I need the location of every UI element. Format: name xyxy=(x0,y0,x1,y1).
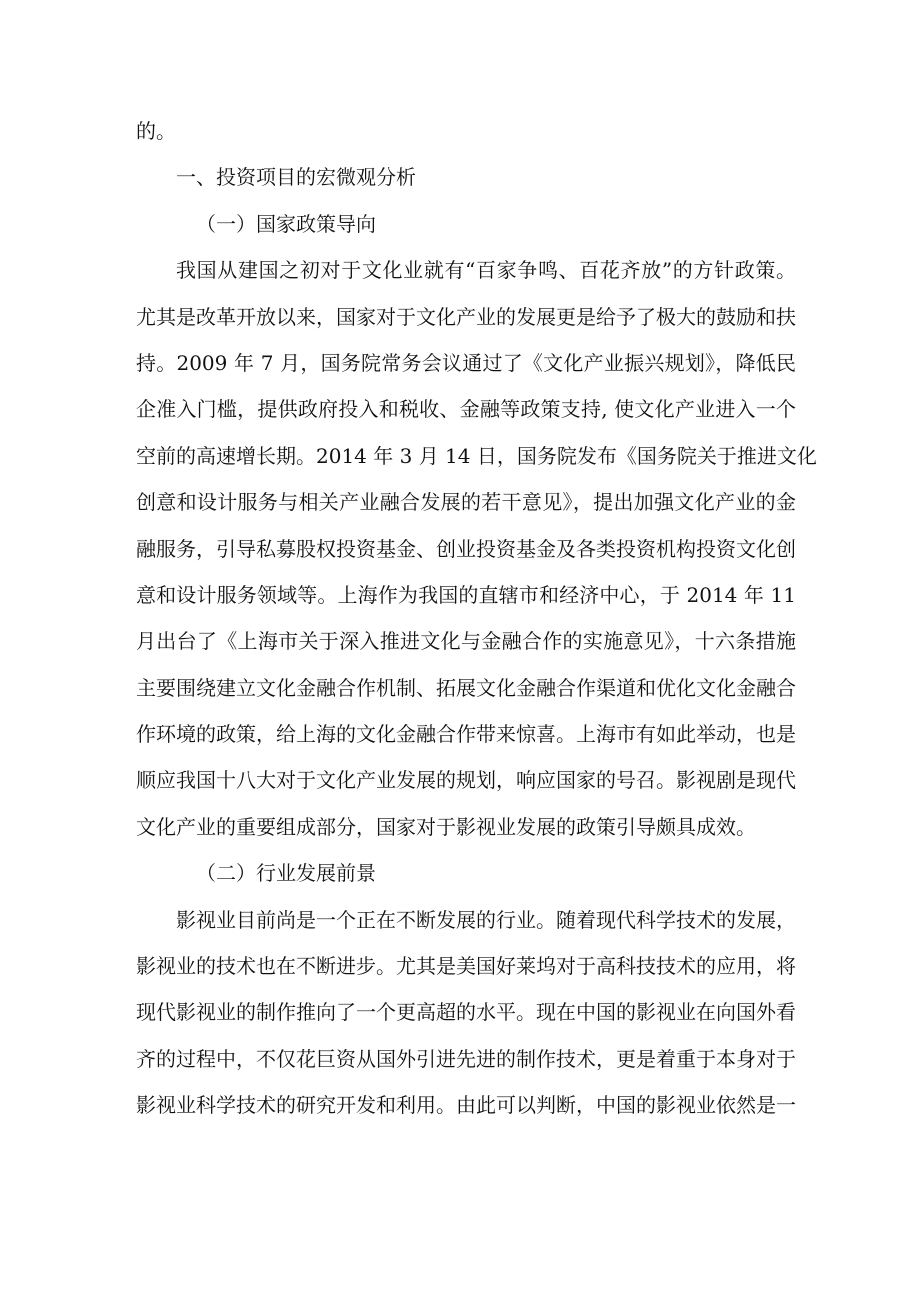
paragraph-line: 创意和设计服务与相关产业融合发展的若干意见》，提出加强文化产业的金 xyxy=(136,490,796,515)
paragraph-line: 空前的高速增长期。2014 年 3 月 14 日，国务院发布《国务院关于推进文化 xyxy=(136,443,817,468)
paragraph-line: 持。2009 年 7 月，国务院常务会议通过了《文化产业振兴规划》，降低民 xyxy=(136,350,796,375)
paragraph-line: 作环境的政策，给上海的文化金融合作带来惊喜。上海市有如此举动，也是 xyxy=(136,722,796,747)
subsection-heading-policy: （一）国家政策导向 xyxy=(196,211,376,236)
paragraph-line: 现代影视业的制作推向了一个更高超的水平。现在中国的影视业在向国外看 xyxy=(136,1000,796,1025)
text-line-continuation: 的。 xyxy=(136,119,176,143)
paragraph-line: 影视业的技术也在不断进步。尤其是美国好莱坞对于高科技技术的应用，将 xyxy=(136,954,796,979)
paragraph-line: 顺应我国十八大对于文化产业发展的规划，响应国家的号召。影视剧是现代 xyxy=(136,768,796,793)
paragraph-line: 齐的过程中，不仅花巨资从国外引进先进的制作技术，更是着重于本身对于 xyxy=(136,1046,796,1071)
paragraph-line: 意和设计服务领域等。上海作为我国的直辖市和经济中心，于 2014 年 11 xyxy=(136,582,796,607)
paragraph-line: 月出台了《上海市关于深入推进文化与金融合作的实施意见》，十六条措施 xyxy=(136,629,796,654)
paragraph-line: 我国从建国之初对于文化业就有“百家争鸣、百花齐放”的方针政策。 xyxy=(176,258,796,283)
paragraph-line: 企准入门槛，提供政府投入和税收、金融等政策支持, 使文化产业进入一个 xyxy=(136,397,796,422)
paragraph-line: 融服务，引导私募股权投资基金、创业投资基金及各类投资机构投资文化创 xyxy=(136,536,796,561)
paragraph-line: 影视业目前尚是一个正在不断发展的行业。随着现代科学技术的发展， xyxy=(176,907,796,932)
paragraph-line-last: 文化产业的重要组成部分，国家对于影视业发展的政策引导颇具成效。 xyxy=(136,814,756,839)
section-heading: 一、投资项目的宏微观分析 xyxy=(176,165,416,190)
paragraph-line: 影视业科学技术的研究开发和利用。由此可以判断，中国的影视业依然是一 xyxy=(136,1093,796,1118)
subsection-heading-industry: （二）行业发展前景 xyxy=(196,861,376,886)
body-text xyxy=(136,108,817,1129)
paragraph-line: 尤其是改革开放以来，国家对于文化产业的发展更是给予了极大的鼓励和扶 xyxy=(136,304,796,329)
paragraph-line: 主要围绕建立文化金融合作机制、拓展文化金融合作渠道和优化文化金融合 xyxy=(136,675,796,700)
